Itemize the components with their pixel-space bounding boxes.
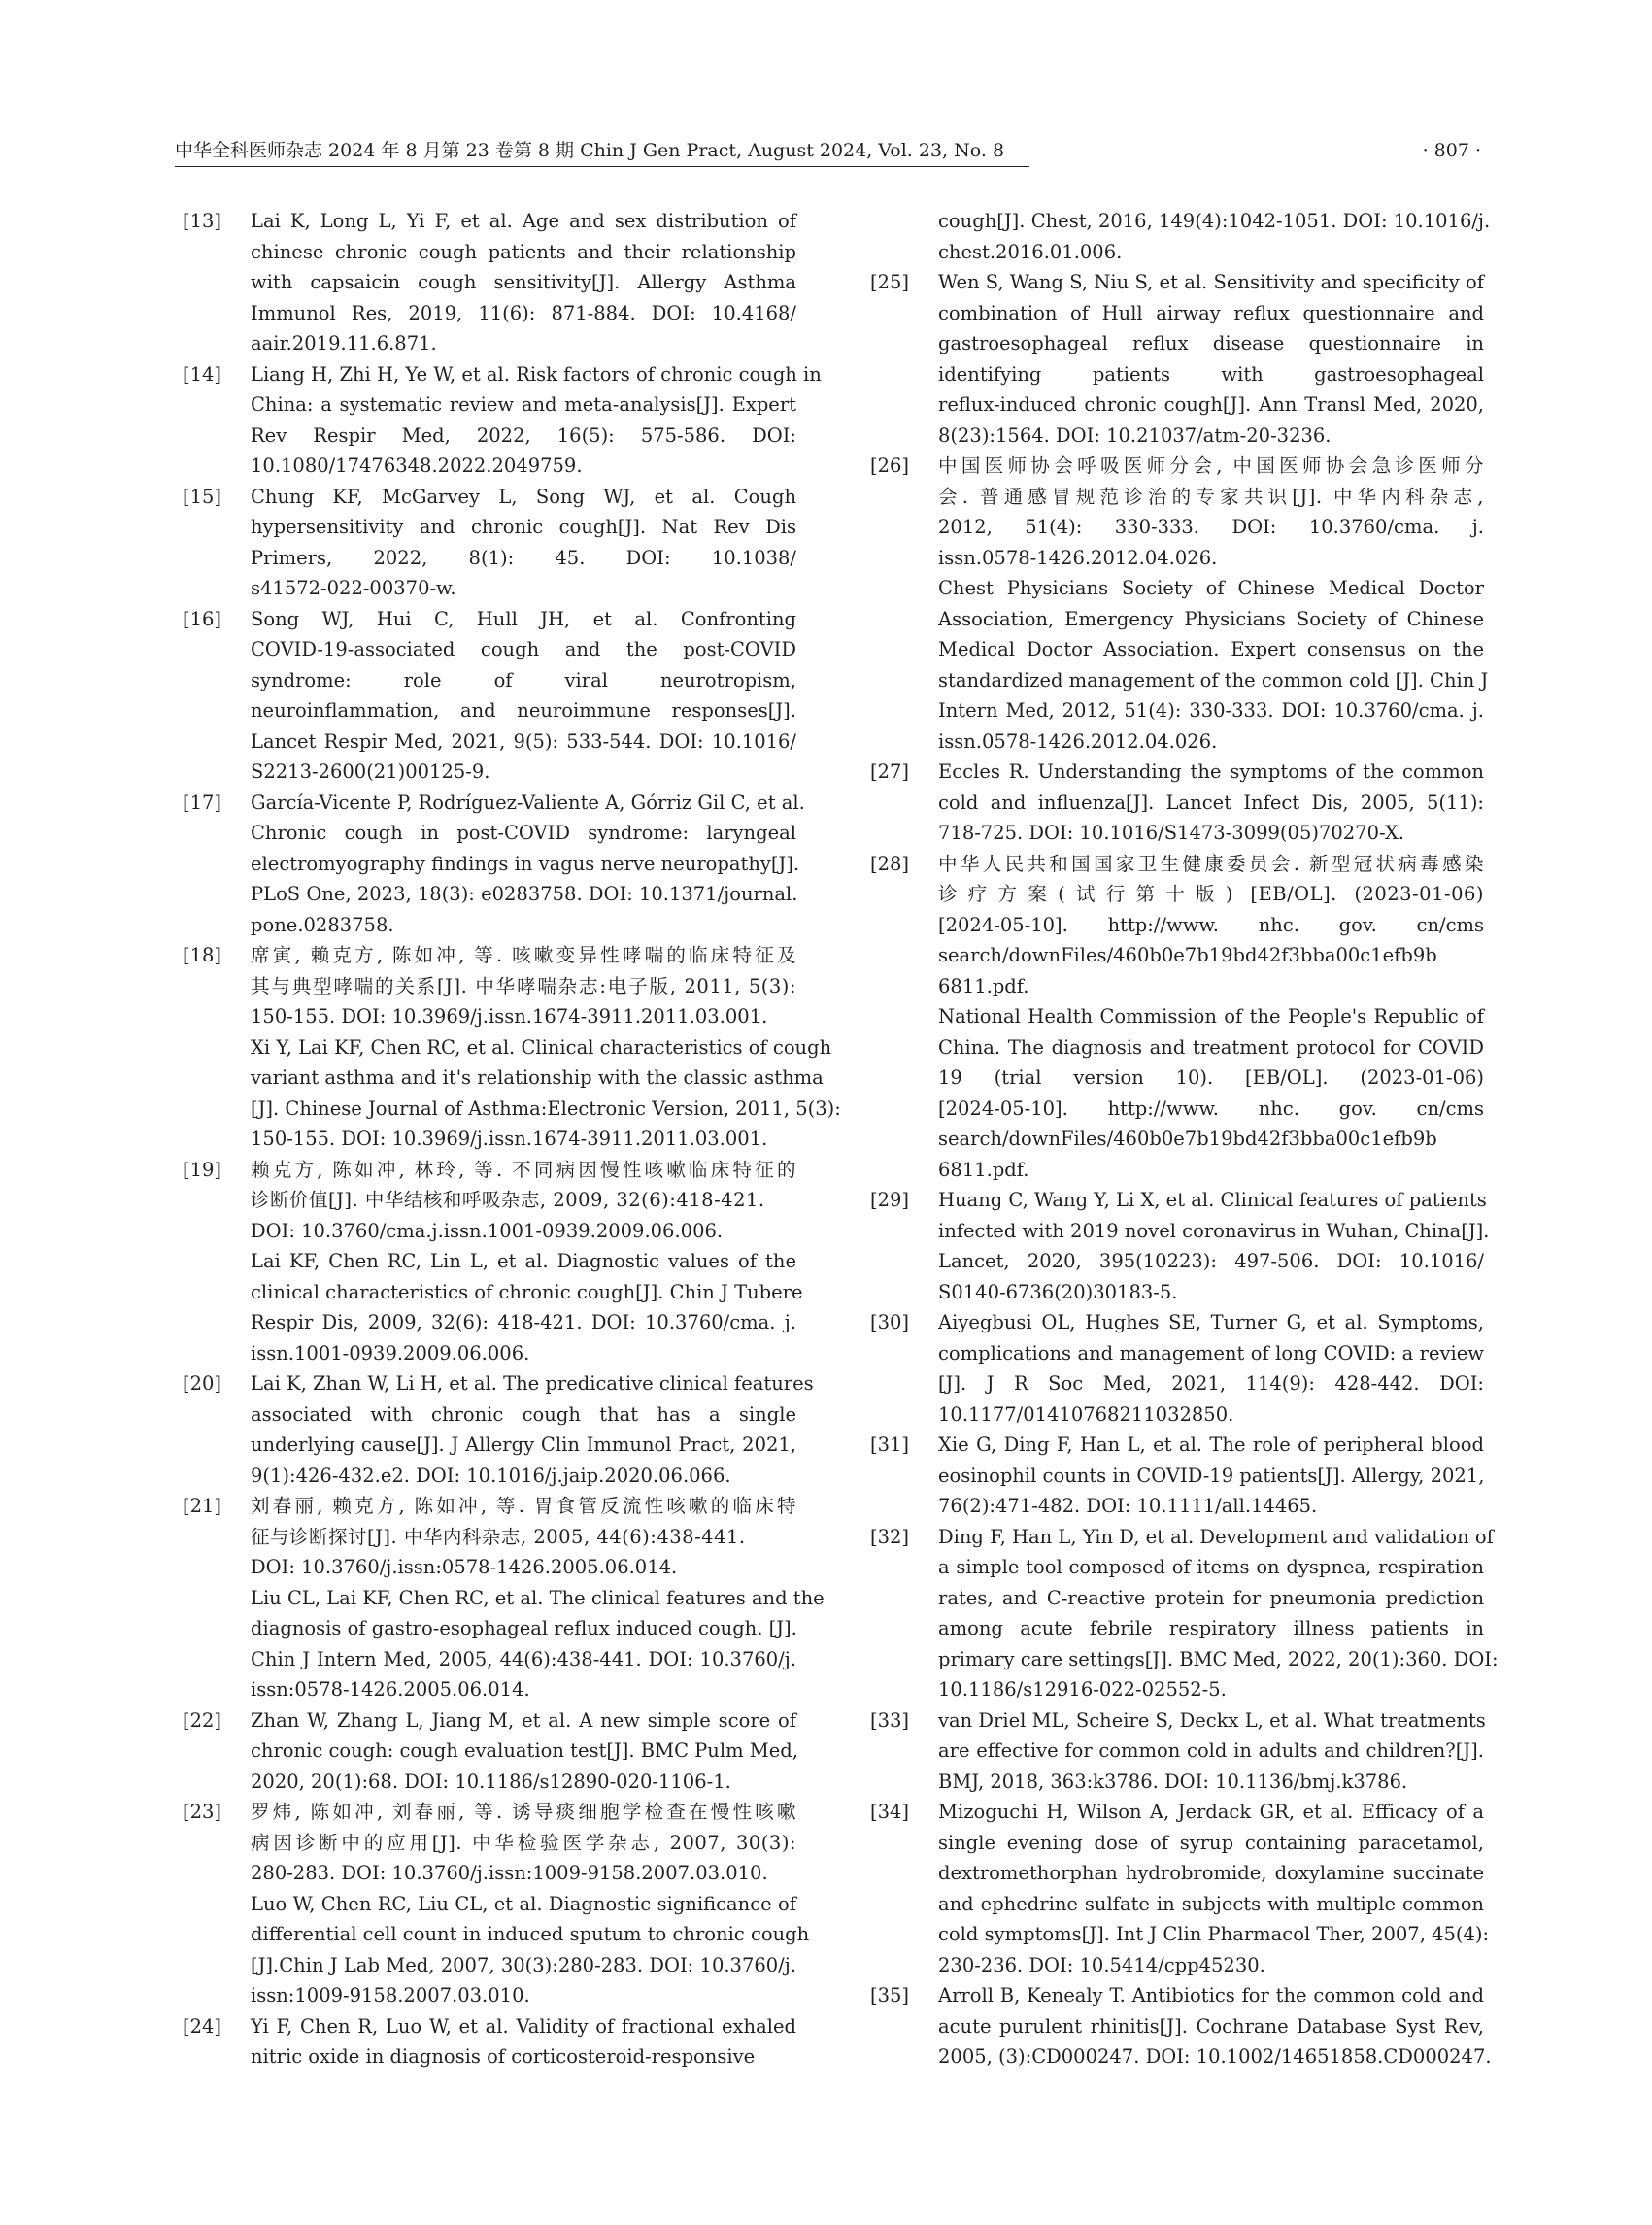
reference-line: 中华人民共和国国家卫生健康委员会. 新型冠状病毒感染 [938, 852, 1484, 875]
reference-line: single evening dose of syrup containing paracetamol, [938, 1831, 1484, 1854]
journal-citation: 中华全科医师杂志 2024 年 8 月第 23 卷第 8 期 Chin J Gen Pract, August 2024, Vol. 23, No. 8 [175, 140, 1005, 161]
reference-line: with capsaicin cough sensitivity[J]. Allergy Asthma [251, 271, 796, 293]
reference-line: 会. 普通感冒规范诊治的专家共识[J]. 中华内科杂志, [938, 485, 1484, 508]
reference-entry [175, 1797, 810, 2011]
reference-entry [862, 1797, 1490, 1980]
reference-entry [862, 1185, 1490, 1307]
reference-line: Eccles R. Understanding the symptoms of the common [938, 760, 1484, 783]
reference-line: combination of Hull airway reflux questionnaire and [938, 301, 1484, 324]
reference-entry [862, 1705, 1484, 1798]
reference-line: associated with chronic cough that has a single [251, 1402, 796, 1426]
reference-line: reflux-induced chronic cough[J]. Ann Transl Med, 2020, [938, 393, 1484, 416]
reference-line: 2005, (3):CD000247. DOI: 10.1002/14651858.CD000247. [938, 2045, 1492, 2068]
reference-entry [175, 1491, 825, 1705]
reference-line: Lai KF, Chen RC, Lin L, et al. Diagnostic values of the [251, 1250, 796, 1272]
reference-line: complications and management of long COVID: a review [938, 1341, 1484, 1365]
reference-line: Liang H, Zhi H, Ye W, et al. Risk factors of chronic cough in [251, 362, 822, 386]
reference-line: Primers, 2022, 8(1): 45. DOI: 10.1038/ [251, 546, 796, 569]
reference-line: issn.0578-1426.2012.04.026. [938, 546, 1218, 569]
reference-line: 罗炜, 陈如冲, 刘春丽, 等. 诱导痰细胞学检查在慢性咳嗽 [251, 1801, 796, 1823]
reference-column-right [862, 206, 1499, 2073]
reference-line: 19 (trial version 10). [EB/OL]. (2023-01-06) [938, 1066, 1484, 1089]
reference-line: issn:0578-1426.2005.06.014. [251, 1678, 530, 1701]
reference-line: 其与典型哮喘的关系[J]. 中华哮喘杂志:电子版, 2011, 5(3): [251, 974, 796, 997]
reference-line: aair.2019.11.6.871. [251, 332, 437, 354]
reference-entry [862, 849, 1484, 1186]
reference-line: Rev Respir Med, 2022, 16(5): 575-586. DOI: [251, 423, 796, 447]
reference-line: 6811.pdf. [938, 974, 1029, 997]
reference-line: 10.1186/s12916-022-02552-5. [938, 1678, 1227, 1701]
reference-number: [29] [870, 1189, 910, 1211]
reference-line: Liu CL, Lai KF, Chen RC, et al. The clinical features and the [251, 1586, 825, 1609]
reference-line: chest.2016.01.006. [938, 240, 1123, 263]
reference-entry [862, 1430, 1484, 1522]
reference-entry [175, 206, 796, 359]
reference-line: underlying cause[J]. J Allergy Clin Immunol Pract, 2021, [251, 1433, 796, 1456]
reference-entry [175, 482, 796, 604]
reference-line: Song WJ, Hui C, Hull JH, et al. Confronting [251, 607, 796, 630]
reference-number: [23] [183, 1801, 222, 1823]
reference-line: 刘春丽, 赖克方, 陈如冲, 等. 胃食管反流性咳嗽的临床特 [251, 1495, 796, 1517]
reference-line: s41572-022-00370-w. [251, 577, 456, 599]
reference-line: standardized management of the common cold [J]. Chin J [938, 668, 1489, 691]
reference-line: Xi Y, Lai KF, Chen RC, et al. Clinical characteristics of cough [251, 1035, 832, 1059]
reference-number: [13] [183, 210, 222, 232]
reference-line: hypersensitivity and chronic cough[J]. Nat Rev Dis [251, 516, 796, 538]
running-header [175, 136, 1481, 165]
reference-number: [34] [870, 1801, 910, 1823]
reference-line: differential cell count in induced sputum to chronic cough [251, 1923, 810, 1945]
reference-number: [31] [870, 1433, 910, 1456]
reference-line: 10.1080/17476348.2022.2049759. [251, 455, 583, 477]
reference-line: issn.1001-0939.2009.06.006. [251, 1341, 530, 1365]
reference-line: Mizoguchi H, Wilson A, Jerdack GR, et al. Efficacy of a [938, 1801, 1484, 1823]
reference-number: [26] [870, 455, 910, 477]
reference-line: PLoS One, 2023, 18(3): e0283758. DOI: 10.1371/journal. [251, 883, 798, 905]
reference-line: Lai K, Long L, Yi F, et al. Age and sex distribution of [251, 210, 796, 232]
reference-line: 280-283. DOI: 10.3760/j.issn:1009-9158.2007.03.010. [251, 1862, 768, 1884]
reference-number: [27] [870, 760, 910, 783]
reference-line: 9(1):426-432.e2. DOI: 10.1016/j.jaip.2020.06.066. [251, 1464, 731, 1487]
reference-entry [175, 1705, 796, 1798]
reference-number: [14] [183, 362, 222, 386]
reference-entry [862, 1980, 1492, 2073]
reference-line: [2024-05-10]. http://www. nhc. gov. cn/cms [938, 1096, 1484, 1120]
reference-line: DOI: 10.3760/j.issn:0578-1426.2005.06.014. [251, 1556, 678, 1578]
page-number: · 807 · [1422, 140, 1481, 161]
reference-number: [19] [183, 1158, 222, 1181]
reference-entry [175, 2011, 796, 2073]
reference-line: dextromethorphan hydrobromide, doxylamine succinate [938, 1862, 1484, 1884]
reference-line: Association, Emergency Physicians Society of Chinese [938, 607, 1484, 630]
reference-line: variant asthma and it's relationship with the classic asthma [251, 1066, 824, 1089]
reference-line: Medical Doctor Association. Expert consensus on the [938, 638, 1484, 660]
reference-line: S0140-6736(20)30183-5. [938, 1280, 1178, 1303]
reference-line: Lai K, Zhan W, Li H, et al. The predicative clinical features [251, 1372, 814, 1395]
reference-line: 2012, 51(4): 330-333. DOI: 10.3760/cma. j. [938, 516, 1484, 538]
reference-line: are effective for common cold in adults and children?[J]. [938, 1739, 1484, 1762]
reference-line: 8(23):1564. DOI: 10.21037/atm-20-3236. [938, 423, 1332, 447]
reference-line: Chest Physicians Society of Chinese Medical Doctor [938, 577, 1484, 599]
reference-line: 6811.pdf. [938, 1158, 1029, 1181]
reference-number: [17] [183, 791, 222, 814]
reference-line: BMJ, 2018, 363:k3786. DOI: 10.1136/bmj.k3786. [938, 1770, 1408, 1793]
reference-line: clinical characteristics of chronic cough[J]. Chin J Tubere [251, 1280, 803, 1303]
reference-entry [175, 359, 822, 482]
reference-line: 病因诊断中的应用[J]. 中华检验医学杂志, 2007, 30(3): [251, 1831, 796, 1854]
reference-line: China: a systematic review and meta-analysis[J]. Expert [251, 393, 796, 416]
reference-entry [175, 788, 805, 941]
reference-number: [20] [183, 1372, 222, 1395]
reference-line: Chronic cough in post-COVID syndrome: laryngeal [251, 822, 796, 844]
reference-line: diagnosis of gastro-esophageal reflux induced cough. [J]. [251, 1617, 797, 1639]
reference-line: electromyography findings in vagus nerve neuropathy[J]. [251, 852, 800, 875]
reference-line: syndrome: role of viral neurotropism, [251, 668, 796, 691]
reference-line: 中国医师协会呼吸医师分会, 中国医师协会急诊医师分 [938, 455, 1484, 477]
reference-number: [32] [870, 1525, 910, 1548]
reference-line: 诊断价值[J]. 中华结核和呼吸杂志, 2009, 32(6):418-421. [251, 1189, 765, 1211]
reference-line: chronic cough: cough evaluation test[J]. BMC Pulm Med, [251, 1739, 798, 1762]
reference-line: cough[J]. Chest, 2016, 149(4):1042-1051. DOI: 10.1016/j. [938, 210, 1491, 232]
reference-line: rates, and C-reactive protein for pneumonia prediction [938, 1586, 1484, 1609]
reference-line: 征与诊断探讨[J]. 中华内科杂志, 2005, 44(6):438-441. [251, 1525, 746, 1548]
reference-entry [175, 604, 796, 788]
reference-line: cold and influenza[J]. Lancet Infect Dis, 2005, 5(11): [938, 791, 1484, 814]
reference-number: [30] [870, 1311, 910, 1333]
reference-line: DOI: 10.3760/cma.j.issn.1001-0939.2009.06.006. [251, 1219, 724, 1242]
reference-line: 10.1177/01410768211032850. [938, 1402, 1234, 1426]
reference-line: Lancet, 2020, 395(10223): 497-506. DOI: 10.1016/ [938, 1250, 1484, 1272]
reference-entry [862, 206, 1491, 267]
reference-line: García-Vicente P, Rodríguez-Valiente A, Górriz Gil C, et al. [251, 791, 805, 814]
reference-line: acute purulent rhinitis[J]. Cochrane Database Syst Rev, [938, 2014, 1484, 2038]
reference-line: gastroesophageal reflux disease questionnaire in [938, 332, 1484, 354]
reference-number: [33] [870, 1708, 910, 1732]
reference-entry [862, 1307, 1484, 1430]
reference-line: van Driel ML, Scheire S, Deckx L, et al. What treatments [938, 1708, 1486, 1732]
reference-line: Ding F, Han L, Yin D, et al. Development and validation of [938, 1525, 1494, 1548]
reference-line: Xie G, Ding F, Han L, et al. The role of peripheral blood [938, 1433, 1484, 1456]
reference-line: Arroll B, Kenealy T. Antibiotics for the common cold and [938, 1984, 1484, 2006]
reference-line: a simple tool composed of items on dyspnea, respiration [938, 1556, 1484, 1578]
reference-line: 赖克方, 陈如冲, 林玲, 等. 不同病因慢性咳嗽临床特征的 [251, 1158, 796, 1181]
reference-number: [24] [183, 2014, 222, 2038]
reference-line: issn.0578-1426.2012.04.026. [938, 729, 1218, 753]
reference-entry [862, 1522, 1499, 1705]
reference-line: Respir Dis, 2009, 32(6): 418-421. DOI: 10.3760/cma. j. [251, 1311, 796, 1333]
reference-line: and ephedrine sulfate in subjects with multiple common [938, 1892, 1484, 1915]
reference-line: Yi F, Chen R, Luo W, et al. Validity of fractional exhaled [251, 2014, 796, 2038]
reference-line: National Health Commission of the People's Republic of [938, 1005, 1484, 1028]
reference-entry [175, 1368, 814, 1491]
reference-number: [21] [183, 1495, 222, 1517]
reference-line: [J]. J R Soc Med, 2021, 114(9): 428-442. DOI: [938, 1372, 1484, 1395]
reference-line: pone.0283758. [251, 913, 394, 936]
reference-line: 席寅, 赖克方, 陈如冲, 等. 咳嗽变异性哮喘的临床特征及 [251, 944, 796, 966]
reference-entry [862, 451, 1489, 757]
reference-line: 230-236. DOI: 10.5414/cpp45230. [938, 1953, 1265, 1976]
reference-line: 2020, 20(1):68. DOI: 10.1186/s12890-020-1106-1. [251, 1770, 731, 1793]
reference-line: Immunol Res, 2019, 11(6): 871-884. DOI: 10.4168/ [251, 301, 796, 324]
reference-line: [J]. Chinese Journal of Asthma:Electronic Version, 2011, 5(3): [251, 1096, 841, 1120]
reference-line: S2213-2600(21)00125-9. [251, 760, 490, 783]
reference-line: cold symptoms[J]. Int J Clin Pharmacol Ther, 2007, 45(4): [938, 1923, 1490, 1945]
reference-line: Luo W, Chen RC, Liu CL, et al. Diagnostic significance of [251, 1892, 796, 1915]
reference-line: 诊疗方案(试行第十版) [EB/OL]. (2023-01-06) [938, 883, 1484, 905]
reference-line: Zhan W, Zhang L, Jiang M, et al. A new simple score of [251, 1708, 796, 1732]
reference-line: neuroinflammation, and neuroimmune responses[J]. [251, 699, 796, 722]
reference-line: Intern Med, 2012, 51(4): 330-333. DOI: 10.3760/cma. j. [938, 699, 1484, 722]
reference-line: Chung KF, McGarvey L, Song WJ, et al. Cough [251, 485, 796, 508]
reference-line: chinese chronic cough patients and their relationship [251, 240, 796, 263]
reference-line: identifying patients with gastroesophageal [938, 362, 1484, 386]
reference-line: [J].Chin J Lab Med, 2007, 30(3):280-283. DOI: 10.3760/j. [251, 1953, 796, 1976]
reference-line: [2024-05-10]. http://www. nhc. gov. cn/cms [938, 913, 1484, 936]
reference-number: [35] [870, 1984, 910, 2006]
reference-line: 76(2):471-482. DOI: 10.1111/all.14465. [938, 1495, 1318, 1517]
reference-number: [16] [183, 607, 222, 630]
reference-number: [28] [870, 852, 910, 875]
reference-line: Chin J Intern Med, 2005, 44(6):438-441. DOI: 10.3760/j. [251, 1647, 796, 1670]
reference-line: Aiyegbusi OL, Hughes SE, Turner G, et al. Symptoms, [938, 1311, 1484, 1333]
reference-line: Huang C, Wang Y, Li X, et al. Clinical features of patients [938, 1189, 1487, 1211]
reference-number: [15] [183, 485, 222, 508]
reference-line: infected with 2019 novel coronavirus in Wuhan, China[J]. [938, 1219, 1490, 1242]
reference-entry [175, 940, 841, 1155]
reference-line: search/downFiles/460b0e7b19bd42f3bba00c1efb9b [938, 944, 1437, 966]
reference-number: [18] [183, 944, 222, 966]
reference-line: 150-155. DOI: 10.3969/j.issn.1674-3911.2011.03.001. [251, 1128, 768, 1150]
reference-line: Lancet Respir Med, 2021, 9(5): 533-544. DOI: 10.1016/ [251, 729, 796, 753]
reference-entry [862, 757, 1484, 849]
reference-column-left [175, 206, 841, 2073]
header-rule [175, 166, 1029, 167]
reference-line: issn:1009-9158.2007.03.010. [251, 1984, 530, 2006]
reference-entry [175, 1155, 803, 1369]
reference-entry [862, 267, 1484, 451]
reference-line: Wen S, Wang S, Niu S, et al. Sensitivity and specificity of [938, 271, 1484, 293]
reference-line: China. The diagnosis and treatment protocol for COVID [938, 1035, 1484, 1059]
reference-number: [22] [183, 1708, 222, 1732]
reference-line: among acute febrile respiratory illness patients in [938, 1617, 1484, 1639]
reference-line: eosinophil counts in COVID-19 patients[J]. Allergy, 2021, [938, 1464, 1485, 1487]
reference-line: 150-155. DOI: 10.3969/j.issn.1674-3911.2011.03.001. [251, 1005, 768, 1028]
reference-line: nitric oxide in diagnosis of corticosteroid-responsive [251, 2045, 756, 2068]
reference-line: primary care settings[J]. BMC Med, 2022, 20(1):360. DOI: [938, 1647, 1499, 1670]
reference-number: [25] [870, 271, 910, 293]
reference-line: COVID-19-associated cough and the post-COVID [251, 638, 796, 660]
reference-line: 718-725. DOI: 10.1016/S1473-3099(05)70270-X. [938, 822, 1404, 844]
reference-line: search/downFiles/460b0e7b19bd42f3bba00c1efb9b [938, 1128, 1437, 1150]
